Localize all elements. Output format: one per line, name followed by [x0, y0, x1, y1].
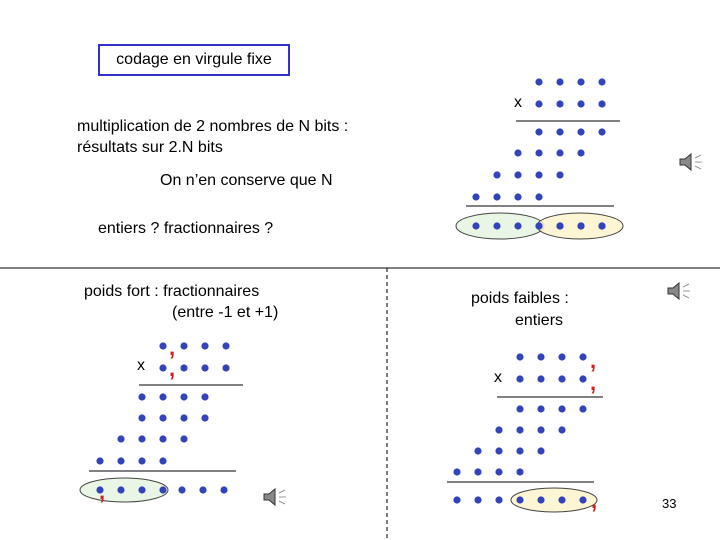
operand-a-dot	[535, 78, 542, 85]
page-number: 33	[662, 496, 677, 511]
partial-product-dot	[577, 149, 584, 156]
operand-b-dot	[558, 375, 565, 382]
partial-product-dot	[117, 435, 124, 442]
partial-product-dot	[535, 171, 542, 178]
multiplication-text-line1: multiplication de 2 nombres de N bits :	[77, 118, 349, 135]
partial-product-dot	[493, 171, 500, 178]
partial-product-dot	[180, 414, 187, 421]
result-dot	[556, 222, 563, 229]
result-dot	[453, 496, 460, 503]
partial-product-dot	[159, 435, 166, 442]
partial-product-dot	[495, 426, 502, 433]
fixed-point-comma: ,	[169, 356, 176, 381]
fixed-point-comma: ,	[169, 335, 176, 360]
partial-product-dot	[558, 426, 565, 433]
partial-product-dot	[535, 193, 542, 200]
operand-b-dot	[222, 364, 229, 371]
partial-product-dot	[556, 149, 563, 156]
speaker-icon[interactable]	[676, 150, 706, 174]
partial-product-dot	[180, 435, 187, 442]
operand-b-dot	[577, 100, 584, 107]
partial-product-dot	[556, 128, 563, 135]
partial-product-dot	[579, 405, 586, 412]
operand-a-dot	[516, 353, 523, 360]
result-dot	[220, 486, 227, 493]
operand-b-dot	[535, 100, 542, 107]
operand-b-dot	[201, 364, 208, 371]
partial-product-dot	[138, 393, 145, 400]
result-dot	[535, 222, 542, 229]
operand-a-dot	[537, 353, 544, 360]
partial-product-dot	[514, 193, 521, 200]
operand-b-dot	[516, 375, 523, 382]
partial-product-dot	[537, 405, 544, 412]
times-sign-left: x	[137, 357, 145, 374]
fixed-point-comma: ,	[590, 348, 597, 373]
partial-product-dot	[474, 468, 481, 475]
partial-product-dot	[495, 468, 502, 475]
operand-a-dot	[598, 78, 605, 85]
speaker-icon[interactable]	[260, 485, 290, 509]
partial-product-dot	[96, 457, 103, 464]
operand-a-dot	[558, 353, 565, 360]
result-dot	[537, 496, 544, 503]
result-dot	[178, 486, 185, 493]
fixed-point-comma: ,	[590, 370, 597, 395]
result-dot	[493, 222, 500, 229]
right-title-line2: entiers	[515, 312, 564, 329]
multiplication-text-line2: résultats sur 2.N bits	[77, 139, 223, 156]
partial-product-dot	[201, 414, 208, 421]
speaker-icon[interactable]	[664, 279, 694, 303]
slide-title: codage en virgule fixe	[98, 44, 290, 76]
partial-product-dot	[537, 447, 544, 454]
result-dot	[159, 486, 166, 493]
keep-text: On n’en conserve que N	[160, 172, 333, 189]
operand-b-dot	[556, 100, 563, 107]
partial-product-dot	[159, 393, 166, 400]
times-sign-top: x	[514, 94, 522, 111]
partial-product-dot	[577, 128, 584, 135]
question-text: entiers ? fractionnaires ?	[98, 220, 274, 237]
partial-product-dot	[138, 414, 145, 421]
result-dot	[558, 496, 565, 503]
fixed-point-comma: ,	[591, 488, 598, 513]
partial-product-dot	[537, 426, 544, 433]
partial-product-dot	[138, 435, 145, 442]
result-dot	[577, 222, 584, 229]
partial-product-dot	[516, 405, 523, 412]
partial-product-dot	[138, 457, 145, 464]
partial-product-dot	[558, 405, 565, 412]
operand-b-dot	[537, 375, 544, 382]
partial-product-dot	[516, 426, 523, 433]
partial-product-dot	[201, 393, 208, 400]
partial-product-dot	[556, 171, 563, 178]
operand-b-dot	[579, 375, 586, 382]
times-sign-right: x	[494, 369, 502, 386]
result-dot	[514, 222, 521, 229]
partial-product-dot	[514, 149, 521, 156]
result-dot	[598, 222, 605, 229]
operand-a-dot	[577, 78, 584, 85]
operand-a-dot	[556, 78, 563, 85]
partial-product-dot	[514, 171, 521, 178]
partial-product-dot	[474, 447, 481, 454]
result-dot	[474, 496, 481, 503]
operand-b-dot	[159, 364, 166, 371]
result-dot	[495, 496, 502, 503]
result-dot	[117, 486, 124, 493]
result-dot	[472, 222, 479, 229]
partial-product-dot	[516, 447, 523, 454]
operand-a-dot	[222, 342, 229, 349]
operand-a-dot	[180, 342, 187, 349]
left-title-line1: poids fort : fractionnaires	[84, 283, 260, 300]
partial-product-dot	[535, 128, 542, 135]
operand-b-dot	[598, 100, 605, 107]
left-title-line2: (entre -1 et +1)	[172, 304, 279, 321]
partial-product-dot	[472, 193, 479, 200]
partial-product-dot	[535, 149, 542, 156]
partial-product-dot	[117, 457, 124, 464]
partial-product-dot	[493, 193, 500, 200]
operand-a-dot	[201, 342, 208, 349]
partial-product-dot	[159, 414, 166, 421]
result-dot	[199, 486, 206, 493]
partial-product-dot	[495, 447, 502, 454]
operand-a-dot	[579, 353, 586, 360]
fixed-point-comma: ,	[99, 479, 106, 504]
operand-b-dot	[180, 364, 187, 371]
partial-product-dot	[453, 468, 460, 475]
partial-product-dot	[159, 457, 166, 464]
result-dot	[579, 496, 586, 503]
partial-product-dot	[598, 128, 605, 135]
result-dot	[138, 486, 145, 493]
right-title-line1: poids faibles :	[471, 290, 569, 307]
partial-product-dot	[180, 393, 187, 400]
result-dot	[516, 496, 523, 503]
operand-a-dot	[159, 342, 166, 349]
partial-product-dot	[516, 468, 523, 475]
